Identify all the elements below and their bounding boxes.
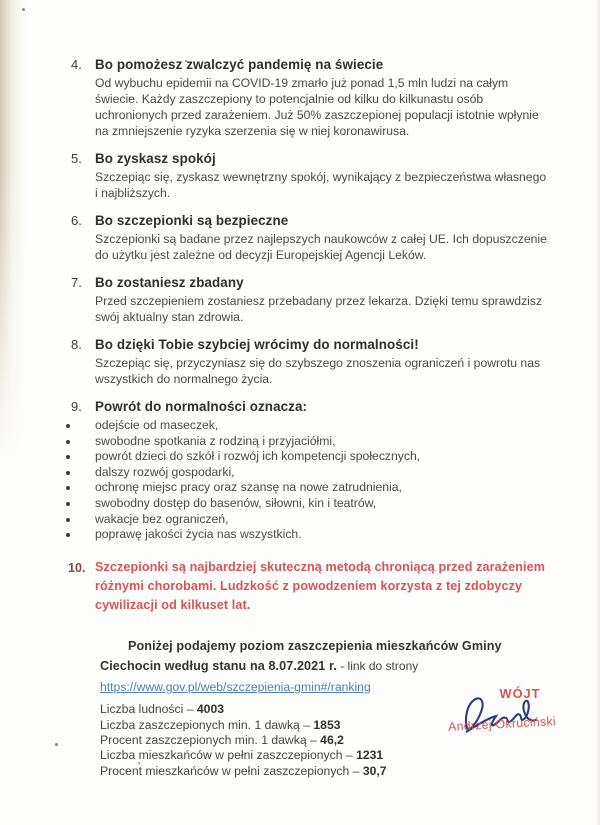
item-body: Szczepionki są badane przez najlepszych naukowców z całej UE. Ich dopuszczenie do użytku jest zależne od decyzji Europejskiej Agencji Leków. <box>95 232 547 262</box>
bullet-text: poprawę jakości życia nas wszystkich. <box>95 527 302 542</box>
list-item <box>60 449 547 465</box>
list-item-8 <box>60 336 547 387</box>
item-title: Bo szczepionki są bezpieczne <box>95 213 289 228</box>
bullet-icon <box>66 533 70 537</box>
stat-value: 1231 <box>356 748 384 763</box>
item-number: 5. <box>71 151 82 166</box>
bullet-text: dalszy rozwój gospodarki, <box>95 464 235 479</box>
scan-speck <box>55 743 58 746</box>
intro-link-label: - link do strony <box>336 659 419 674</box>
intro-bold-text: Poniżej podajemy poziom zaszczepienia mieszkańców Gminy Ciechocin według stanu na 8.07.2021 r. <box>100 638 502 674</box>
bullet-icon <box>66 455 70 459</box>
highlighted-red-text: Szczepionki są najbardziej skuteczną metodą chroniącą przed zarażeniem różnymi chorobami. Ludzkość z powodzeniem korzysta z tej zdobyczy cywilizacji od kilkuset lat. <box>95 559 546 612</box>
list-item-5 <box>60 150 547 201</box>
item-title: Bo zostaniesz zbadany <box>95 275 244 290</box>
bullet-icon <box>66 518 70 522</box>
stat-label: Liczba zaszczepionych min. 1 dawką – <box>100 717 314 732</box>
stat-label: Procent mieszkańców w pełni zaszczepionych – <box>100 763 363 778</box>
list-item-4 <box>60 56 547 139</box>
list-item <box>60 527 547 543</box>
stat-label: Liczba mieszkańców w pełni zaszczepionych – <box>100 748 357 763</box>
item-title: Bo dzięki Tobie szybciej wrócimy do normalności! <box>95 337 419 352</box>
item-body: Od wybuchu epidemii na COVID-19 zmarło już ponad 1,5 mln ludzi na całym świecie. Każdy zaszczepiony to potencjalnie od kilku do kilkunastu osób uchronionych przed zarażeniem. Już 50% zaszczepionej populacji istotnie wpłynie na zmniejszenie ryzyka szerzenia się w niej koronawirusa. <box>95 76 539 138</box>
bullet-icon <box>66 486 70 490</box>
list-item-9 <box>60 398 547 416</box>
document-content <box>60 56 547 779</box>
bullet-text: odejście od maseczek, <box>95 418 219 432</box>
bullet-icon <box>66 502 70 506</box>
list-item-6 <box>60 212 547 263</box>
bullet-icon <box>66 424 70 428</box>
item-title: Bo zyskasz spokój <box>95 151 216 166</box>
item-body: Szczepiąc się, zyskasz wewnętrzny spokój, wynikający z bezpieczeństwa własnego i najbliższych. <box>95 170 547 200</box>
item-number: 9. <box>71 399 82 414</box>
signature-block <box>432 686 572 734</box>
item-number: 10. <box>68 560 86 575</box>
bullet-text: swobodny dostęp do basenów, siłowni, kin i teatrów, <box>95 495 377 510</box>
scan-edge-shadow-fade <box>0 0 26 480</box>
scan-speck <box>22 8 25 11</box>
gov-ranking-link[interactable]: https://www.gov.pl/web/szczepienia-gmin#/ranking <box>100 679 371 694</box>
bullet-icon <box>66 471 70 475</box>
item-number: 6. <box>71 213 82 228</box>
list-item <box>60 434 547 450</box>
item-body: Szczepiąc się, przyczyniasz się do szybszego znoszenia ograniczeń i powrotu nas wszystkich do normalnego życia. <box>95 356 541 386</box>
bullet-text: ochronę miejsc pracy oraz szansę na nowe zatrudnienia, <box>95 480 402 495</box>
stat-label: Liczba ludności – <box>100 702 197 717</box>
list-item <box>60 496 547 512</box>
item-number: 4. <box>71 57 82 72</box>
stat-min-one-dose-percent <box>100 733 547 748</box>
bullet-text: wakacje bez ograniczeń, <box>95 511 229 526</box>
item-title: Bo pomożesz zwalczyć pandemię na świecie <box>95 57 384 72</box>
stat-fully-vaccinated-count <box>100 748 547 763</box>
bullet-text: swobodne spotkania z rodziną i przyjaciółmi, <box>95 433 336 448</box>
item-title: Powrót do normalności oznacza: <box>95 399 308 414</box>
list-item <box>60 512 547 528</box>
list-item <box>60 480 547 496</box>
item-body: Przed szczepieniem zostaniesz przebadany przez lekarza. Dzięki temu sprawdzisz swój aktualny stan zdrowia. <box>95 294 543 324</box>
scan-edge-right <box>595 0 600 825</box>
stat-value: 30,7 <box>362 763 387 778</box>
signature-role: WÓJT <box>499 686 541 701</box>
bullet-text: powrót dzieci do szkół i rozwój ich kompetencji społecznych, <box>95 449 421 464</box>
bullet-list <box>60 418 547 543</box>
stat-label: Procent zaszczepionych min. 1 dawką – <box>100 733 321 748</box>
list-item <box>60 418 547 434</box>
signature-name: Andrzej Okruciński <box>447 714 557 734</box>
list-item-10 <box>60 558 547 615</box>
stat-value: 1853 <box>313 717 341 732</box>
list-item <box>60 465 547 481</box>
stat-fully-vaccinated-percent <box>100 764 547 779</box>
item-number: 8. <box>71 337 82 352</box>
scan-edge-shadow <box>0 0 26 480</box>
stat-value: 46,2 <box>320 733 344 748</box>
item-number: 7. <box>71 275 82 290</box>
stat-value: 4003 <box>196 702 225 717</box>
bullet-icon <box>66 440 70 444</box>
list-item-7 <box>60 274 547 325</box>
